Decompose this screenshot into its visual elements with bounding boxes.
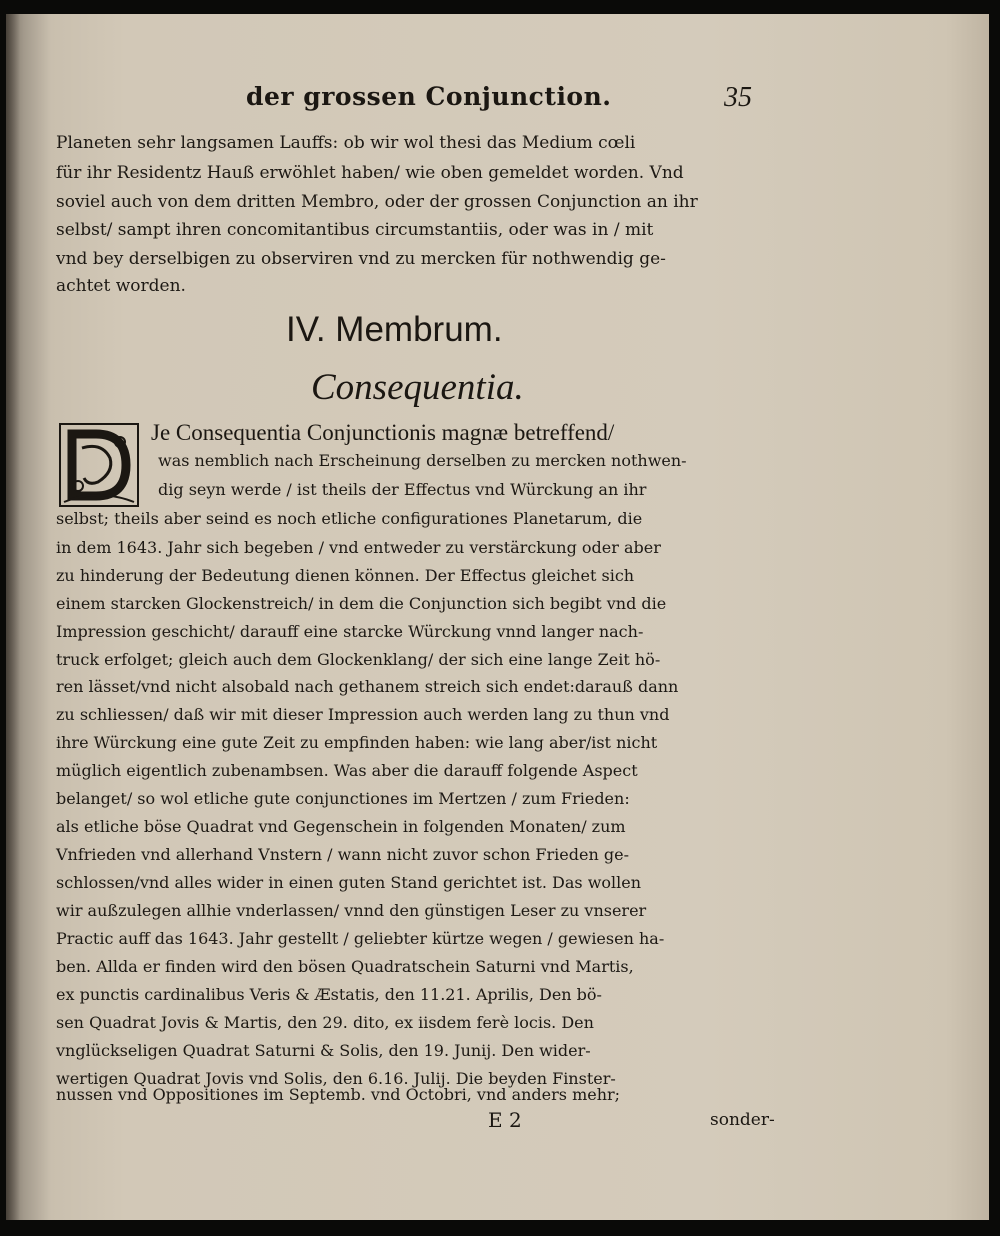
decorated-initial-d-icon	[58, 422, 140, 508]
paragraph-line: dig seyn werde / ist theils der Effectus vnd Würckung an ihr	[158, 480, 647, 499]
paragraph-line: vnd bey derselbigen zu observiren vnd zu mercken für nothwendig ge-	[56, 249, 666, 269]
paragraph-line: Practic auff das 1643. Jahr gestellt / geliebter kürtze wegen / gewiesen ha-	[56, 929, 665, 948]
catchword: sonder-	[710, 1110, 775, 1130]
page-number: 35	[724, 82, 752, 113]
paragraph-line: sen Quadrat Jovis & Martis, den 29. dito, ex iisdem ferè locis. Den	[56, 1013, 594, 1032]
paragraph-line: in dem 1643. Jahr sich begeben / vnd entweder zu verstärckung oder aber	[56, 538, 661, 557]
paragraph-line: ben. Allda er finden wird den bösen Quadratschein Saturni vnd Martis,	[56, 957, 634, 976]
paragraph-line: selbst; theils aber seind es noch etliche configurationes Planetarum, die	[56, 509, 643, 528]
paragraph-line: zu schliessen/ daß wir mit dieser Impression auch werden lang zu thun vnd	[56, 705, 670, 724]
paragraph-line: ihre Würckung eine gute Zeit zu empfinden haben: wie lang aber/ist nicht	[56, 733, 658, 752]
paragraph-line: selbst/ sampt ihren concomitantibus circumstantiis, oder was in / mit	[56, 220, 654, 240]
paragraph-line: truck erfolget; gleich auch dem Glockenklang/ der sich eine lange Zeit hö-	[56, 650, 661, 669]
paragraph-line: ren lässet/vnd nicht alsobald nach gethanem streich sich endet:darauß dann	[56, 677, 679, 696]
initial-line: Je Consequentia Conjunctionis magnæ betreffend/	[151, 420, 615, 445]
paragraph-line: nussen vnd Oppositiones im Septemb. vnd Octobri, vnd anders mehr;	[56, 1085, 621, 1104]
book-page	[6, 14, 989, 1220]
paragraph-line: müglich eigentlich zubenambsen. Was aber die darauff folgende Aspect	[56, 761, 638, 780]
signature-mark: E 2	[488, 1108, 522, 1132]
paragraph-line: ex punctis cardinalibus Veris & Æstatis, den 11.21. Aprilis, Den bö-	[56, 985, 602, 1004]
paragraph-line: Planeten sehr langsamen Lauffs: ob wir wol thesi das Medium cœli	[56, 133, 636, 153]
paragraph-line: einem starcken Glockenstreich/ in dem die Conjunction sich begibt vnd die	[56, 594, 667, 613]
paragraph-line: zu hinderung der Bedeutung dienen können. Der Effectus gleichet sich	[56, 566, 635, 585]
section-heading: IV. Membrum.	[286, 310, 503, 349]
paragraph-line: wir außzulegen allhie vnderlassen/ vnnd den günstigen Leser zu vnserer	[56, 901, 647, 920]
paragraph-line: Impression geschicht/ darauff eine starcke Würckung vnnd langer nach-	[56, 622, 644, 641]
paragraph-line: für ihr Residentz Hauß erwöhlet haben/ wie oben gemeldet worden. Vnd	[56, 163, 684, 183]
section-subheading: Consequentia.	[311, 367, 524, 408]
paragraph-line: was nemblich nach Erscheinung derselben zu mercken nothwen-	[158, 451, 687, 470]
running-head: der grossen Conjunction.	[246, 82, 612, 111]
paragraph-line: schlossen/vnd alles wider in einen guten Stand gerichtet ist. Das wollen	[56, 873, 642, 892]
paragraph-line: vnglückseligen Quadrat Saturni & Solis, den 19. Junij. Den wider-	[56, 1041, 591, 1060]
paragraph-line: belanget/ so wol etliche gute conjunctiones im Mertzen / zum Frieden:	[56, 789, 630, 808]
paragraph-line: als etliche böse Quadrat vnd Gegenschein in folgenden Monaten/ zum	[56, 817, 626, 836]
paragraph-line: soviel auch von dem dritten Membro, oder der grossen Conjunction an ihr	[56, 192, 698, 212]
paragraph-line: wertigen Quadrat Jovis vnd Solis, den 6.16. Julij. Die beyden Finster-	[56, 1069, 616, 1088]
paragraph-line: achtet worden.	[56, 276, 186, 296]
paragraph-line: Vnfrieden vnd allerhand Vnstern / wann nicht zuvor schon Frieden ge-	[56, 845, 629, 864]
